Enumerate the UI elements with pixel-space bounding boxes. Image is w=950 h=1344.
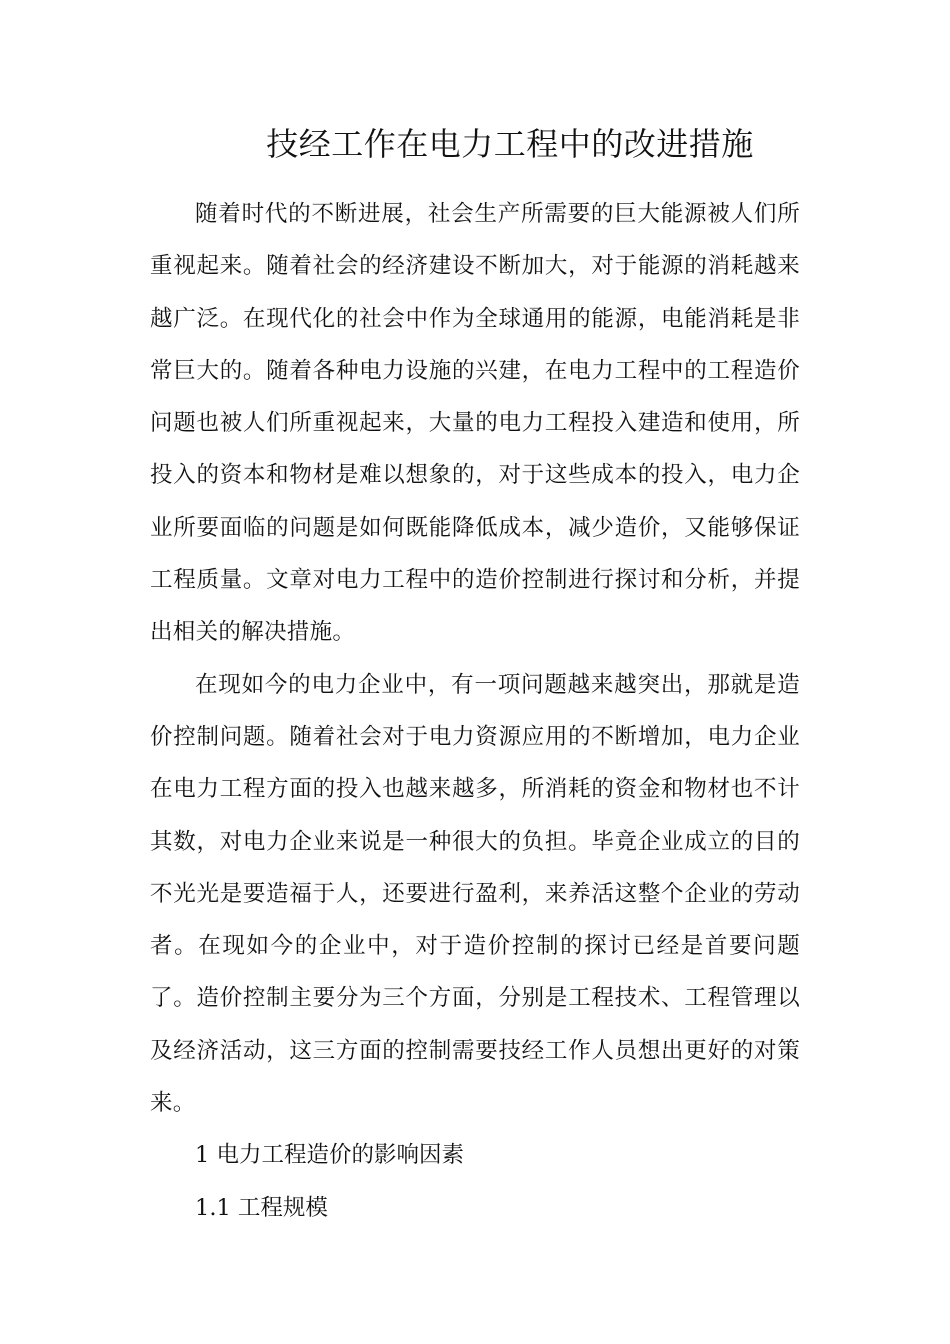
paragraph-intro: 随着时代的不断进展，社会生产所需要的巨大能源被人们所重视起来。随着社会的经济建设不断加大，对于能源的消耗越来越广泛。在现代化的社会中作为全球通用的能源，电能消耗是非常巨大的。随着各种电力设施的兴建，在电力工程中的工程造价问题也被人们所重视起来，大量的电力工程投入建造和使用，所投入的资本和物材是难以想象的，对于这些成本的投入，电力企业所要面临的问题是如何既能降低成本，减少造价，又能够保证工程质量。文章对电力工程中的造价控制进行探讨和分析，并提出相关的解决措施。 bbox=[150, 201, 800, 646]
document-body bbox=[150, 188, 800, 1234]
paragraph-cost-control: 在现如今的电力企业中，有一项问题越来越突出，那就是造价控制问题。随着社会对于电力资源应用的不断增加，电力企业在电力工程方面的投入也越来越多，所消耗的资金和物材也不计其数，对电力企业来说是一种很大的负担。毕竟企业成立的目的不光光是要造福于人，还要进行盈利，来养活这整个企业的劳动者。在现如今的企业中，对于造价控制的探讨已经是首要问题了。造价控制主要分为三个方面，分别是工程技术、工程管理以及经济活动，这三方面的控制需要技经工作人员想出更好的对策来。 bbox=[150, 671, 800, 1117]
document-title: 技经工作在电力工程中的改进措施 bbox=[266, 125, 754, 163]
section-heading-1: 1 电力工程造价的影响因素 bbox=[195, 1142, 464, 1169]
section-heading-1-1: 1.1 工程规模 bbox=[195, 1194, 328, 1221]
